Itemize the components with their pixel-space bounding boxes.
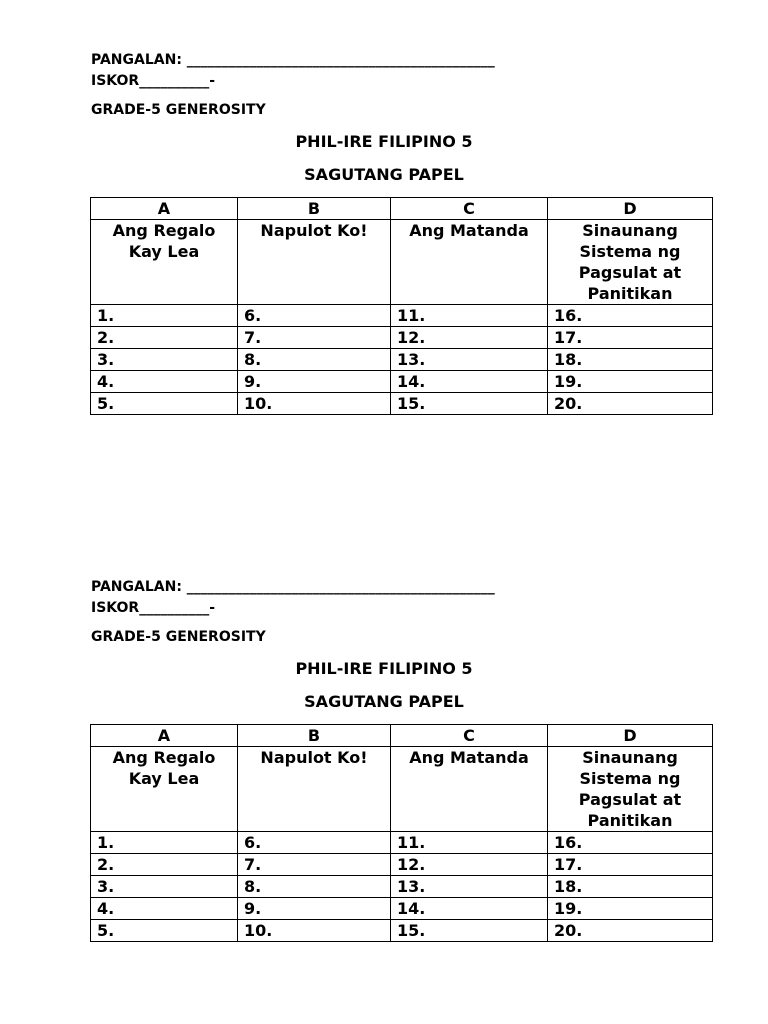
sheet-subtitle: SAGUTANG PAPEL	[304, 165, 464, 184]
answer-cell[interactable]: 7.	[238, 327, 391, 349]
answer-cell[interactable]: 19.	[548, 898, 713, 920]
score-field-line: ISKOR__________-	[91, 600, 216, 616]
name-field-line: PANGALAN: ____________________________________________	[91, 579, 495, 595]
answer-cell[interactable]: 17.	[548, 854, 713, 876]
answer-cell[interactable]: 11.	[391, 305, 548, 327]
story-title: Napulot Ko!	[238, 747, 391, 832]
answer-cell[interactable]: 4.	[91, 898, 238, 920]
table-row	[91, 349, 713, 371]
column-letter-row	[91, 198, 713, 220]
answer-cell[interactable]: 5.	[91, 920, 238, 942]
column-letter: C	[391, 725, 548, 747]
answer-cell[interactable]: 12.	[391, 327, 548, 349]
table-row	[91, 920, 713, 942]
story-title: Ang Regalo Kay Lea	[91, 747, 238, 832]
sheet-title: PHIL-IRE FILIPINO 5	[295, 132, 473, 151]
score-field-line: ISKOR__________-	[91, 73, 216, 89]
answer-cell[interactable]: 13.	[391, 349, 548, 371]
grade-section-label: GRADE-5 GENEROSITY	[91, 102, 266, 118]
story-title: Ang Regalo Kay Lea	[91, 220, 238, 305]
answer-cell[interactable]: 10.	[238, 920, 391, 942]
answer-cell[interactable]: 7.	[238, 854, 391, 876]
answer-cell[interactable]: 14.	[391, 371, 548, 393]
column-letter-row	[91, 725, 713, 747]
answer-cell[interactable]: 2.	[91, 854, 238, 876]
answer-cell[interactable]: 6.	[238, 832, 391, 854]
answer-cell[interactable]: 19.	[548, 371, 713, 393]
answer-cell[interactable]: 1.	[91, 305, 238, 327]
answer-cell[interactable]: 15.	[391, 920, 548, 942]
table-row	[91, 832, 713, 854]
answer-cell[interactable]: 8.	[238, 349, 391, 371]
answer-cell[interactable]: 11.	[391, 832, 548, 854]
answer-cell[interactable]: 14.	[391, 898, 548, 920]
answer-table	[90, 724, 713, 942]
answer-cell[interactable]: 13.	[391, 876, 548, 898]
column-letter: C	[391, 198, 548, 220]
answer-cell[interactable]: 17.	[548, 327, 713, 349]
answer-cell[interactable]: 20.	[548, 393, 713, 415]
answer-cell[interactable]: 4.	[91, 371, 238, 393]
sheet-subtitle: SAGUTANG PAPEL	[304, 692, 464, 711]
table-row	[91, 327, 713, 349]
column-letter: A	[91, 725, 238, 747]
column-letter: D	[548, 198, 713, 220]
answer-cell[interactable]: 16.	[548, 305, 713, 327]
story-title: Ang Matanda	[391, 220, 548, 305]
answer-cell[interactable]: 20.	[548, 920, 713, 942]
sheet-title: PHIL-IRE FILIPINO 5	[295, 659, 473, 678]
story-title: Napulot Ko!	[238, 220, 391, 305]
answer-cell[interactable]: 9.	[238, 371, 391, 393]
answer-cell[interactable]: 16.	[548, 832, 713, 854]
answer-cell[interactable]: 3.	[91, 349, 238, 371]
answer-cell[interactable]: 18.	[548, 876, 713, 898]
table-row	[91, 876, 713, 898]
answer-cell[interactable]: 3.	[91, 876, 238, 898]
column-letter: A	[91, 198, 238, 220]
answer-cell[interactable]: 15.	[391, 393, 548, 415]
table-row	[91, 305, 713, 327]
story-title: Sinaunang Sistema ng Pagsulat at Panitikan	[548, 747, 713, 832]
story-title: Ang Matanda	[391, 747, 548, 832]
story-title: Sinaunang Sistema ng Pagsulat at Panitikan	[548, 220, 713, 305]
answer-table	[90, 197, 713, 415]
answer-cell[interactable]: 12.	[391, 854, 548, 876]
answer-cell[interactable]: 8.	[238, 876, 391, 898]
answer-cell[interactable]: 6.	[238, 305, 391, 327]
answer-cell[interactable]: 1.	[91, 832, 238, 854]
table-row	[91, 371, 713, 393]
table-row	[91, 393, 713, 415]
answer-cell[interactable]: 5.	[91, 393, 238, 415]
answer-cell[interactable]: 18.	[548, 349, 713, 371]
column-letter: D	[548, 725, 713, 747]
table-row	[91, 854, 713, 876]
answer-cell[interactable]: 10.	[238, 393, 391, 415]
table-row	[91, 898, 713, 920]
column-letter: B	[238, 725, 391, 747]
story-title-row	[91, 747, 713, 832]
story-title-row	[91, 220, 713, 305]
answer-cell[interactable]: 2.	[91, 327, 238, 349]
grade-section-label: GRADE-5 GENEROSITY	[91, 629, 266, 645]
column-letter: B	[238, 198, 391, 220]
answer-cell[interactable]: 9.	[238, 898, 391, 920]
name-field-line: PANGALAN: ____________________________________________	[91, 52, 495, 68]
